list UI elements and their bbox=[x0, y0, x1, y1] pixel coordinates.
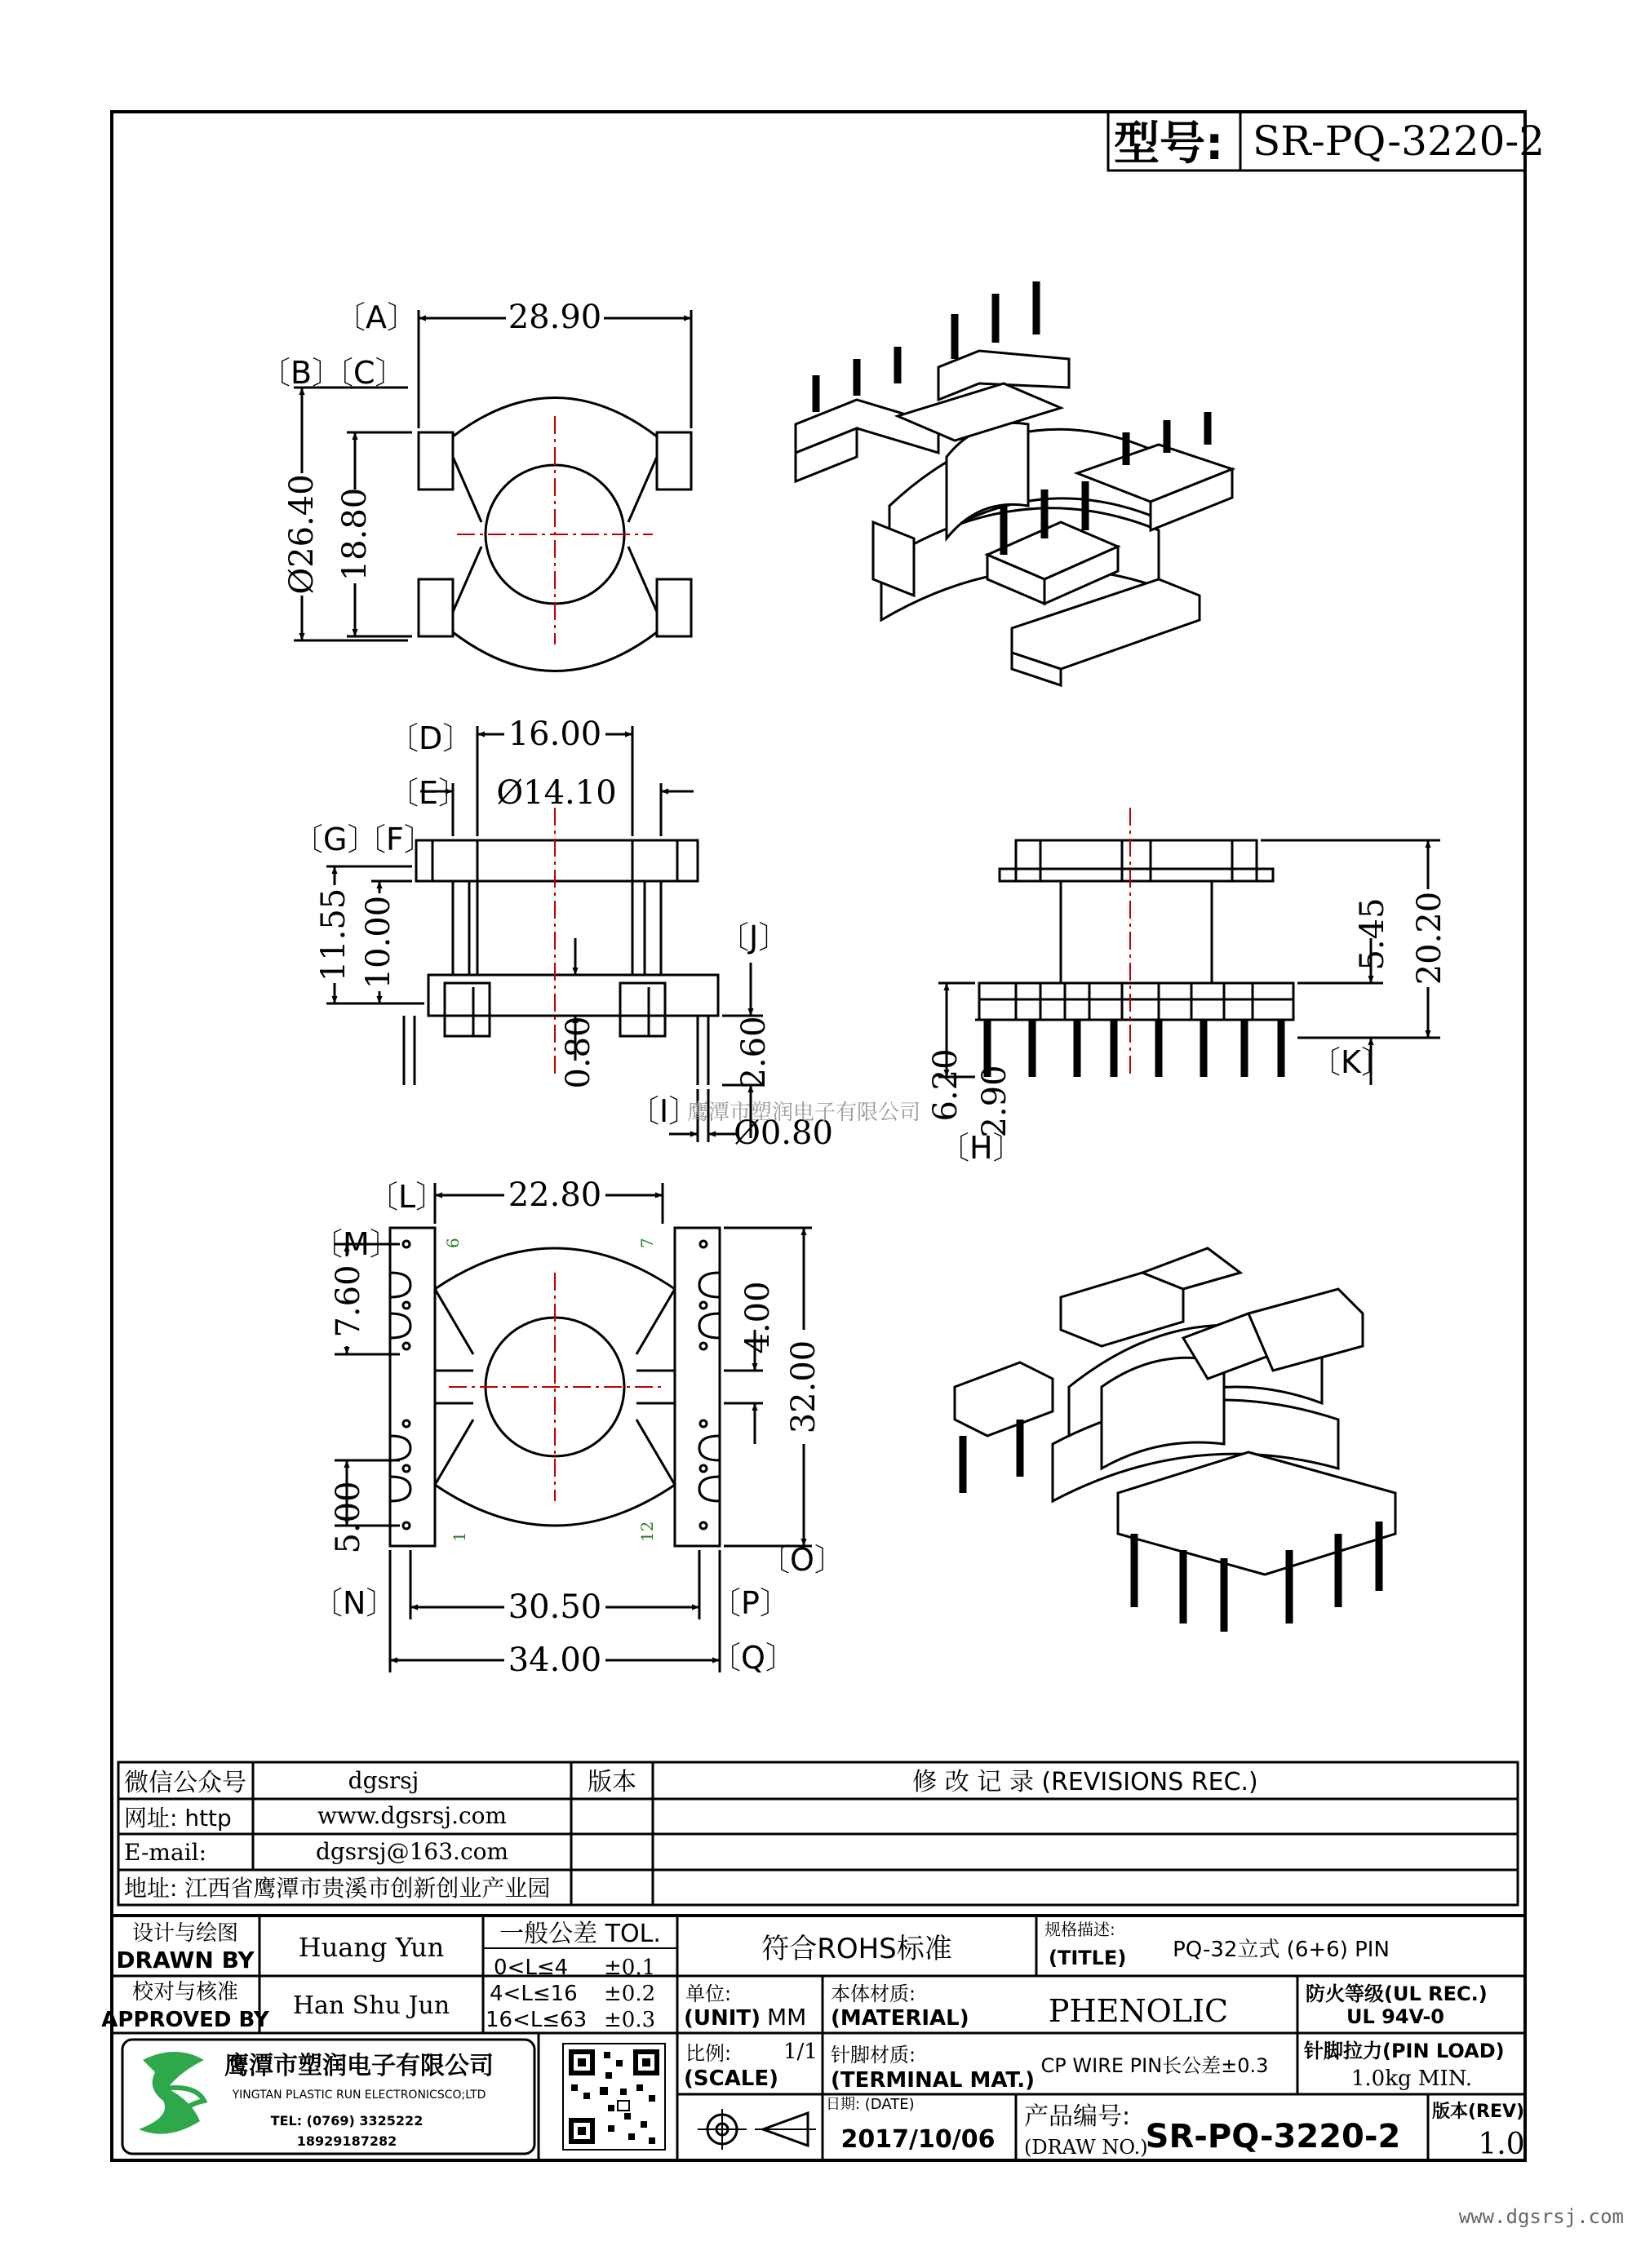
label-l: 〔L〕 bbox=[367, 1179, 447, 1215]
pinload-label: 针脚拉力(PIN LOAD) bbox=[1304, 2040, 1505, 2062]
address: 地址: 江西省鹰潭市贵溪市创新创业产业园 bbox=[124, 1875, 551, 1902]
date-value: 2017/10/06 bbox=[840, 2125, 996, 2154]
tol-range-2: 4<L≤16 bbox=[490, 1982, 578, 2006]
tol-title: 一般公差 TOL. bbox=[499, 1920, 661, 1948]
drawno-value: SR-PQ-3220-2 bbox=[1145, 2118, 1401, 2155]
label-e: 〔E〕 bbox=[388, 775, 470, 811]
dim-right-h1: 5.45 bbox=[1354, 897, 1391, 971]
dim-bot-top-w: 22.80 bbox=[508, 1176, 602, 1214]
material-label-en: (MATERIAL) bbox=[831, 2006, 969, 2031]
dim-right-pin2: 2.90 bbox=[976, 1065, 1013, 1138]
approver-label-cn: 校对与核准 bbox=[131, 1980, 239, 2004]
dim-top-inner: 18.80 bbox=[336, 487, 374, 582]
scale-label-en: (SCALE) bbox=[684, 2066, 779, 2091]
model-number: SR-PQ-3220-2 bbox=[1253, 117, 1546, 165]
rev-label: 版本(REV) bbox=[1432, 2102, 1525, 2122]
iso-view-bottom bbox=[955, 1248, 1395, 1632]
label-m: 〔M〕 bbox=[312, 1226, 401, 1262]
ul-value: UL 94V-0 bbox=[1346, 2005, 1445, 2028]
label-g: 〔G〕 bbox=[292, 822, 379, 857]
designer-label-cn: 设计与绘图 bbox=[131, 1921, 239, 1946]
web-label: 网址: http bbox=[124, 1805, 232, 1832]
unit-value: MM bbox=[767, 2004, 807, 2031]
spec-label-en: (TITLE) bbox=[1049, 1947, 1127, 1969]
dim-side-h1: 11.55 bbox=[315, 888, 353, 982]
label-o: 〔O〕 bbox=[759, 1542, 845, 1578]
label-i: 〔I〕 bbox=[628, 1093, 700, 1129]
tol-value-2: ±0.2 bbox=[604, 1982, 656, 2006]
date-label: 日期: (DATE) bbox=[826, 2096, 915, 2113]
pin-number-1: 1 bbox=[450, 1531, 469, 1542]
rohs-compliance: 符合ROHS标准 bbox=[761, 1933, 952, 1965]
model-label: 型号: bbox=[1114, 117, 1224, 171]
dim-side-h2: 10.00 bbox=[360, 895, 397, 990]
company-mobile: 18929187282 bbox=[296, 2133, 397, 2149]
dim-bot-row-w: 30.50 bbox=[508, 1588, 602, 1626]
drawno-label-en: (DRAW NO.) bbox=[1024, 2136, 1148, 2159]
label-b: 〔B〕 bbox=[259, 355, 344, 391]
email-value: dgsrsj@163.com bbox=[315, 1838, 509, 1865]
tol-range-3: 16<L≤63 bbox=[486, 2008, 588, 2032]
dim-side-pin-dia: Ø0.80 bbox=[734, 1114, 833, 1152]
label-n: 〔N〕 bbox=[312, 1585, 397, 1621]
label-h: 〔H〕 bbox=[938, 1130, 1024, 1166]
model-box bbox=[1108, 112, 1545, 171]
label-f: 〔F〕 bbox=[355, 822, 435, 857]
dim-side-pin-len: 2.60 bbox=[735, 1016, 773, 1089]
dim-right-pin1: 6.20 bbox=[927, 1048, 965, 1122]
qr-code-icon bbox=[563, 2044, 665, 2150]
designer-label-en: DRAWN BY bbox=[116, 1947, 255, 1973]
web-value: www.dgsrsj.com bbox=[317, 1802, 508, 1829]
scale-value: 1/1 bbox=[783, 2040, 818, 2064]
label-a: 〔A〕 bbox=[335, 299, 418, 335]
terminal-value: CP WIRE PIN长公差±0.3 bbox=[1040, 2054, 1269, 2077]
pinload-value: 1.0kg MIN. bbox=[1350, 2066, 1473, 2091]
company-tel: TEL: (0769) 3325222 bbox=[270, 2113, 424, 2128]
email-label: E-mail: bbox=[124, 1839, 207, 1866]
label-q: 〔Q〕 bbox=[710, 1640, 796, 1676]
label-c: 〔C〕 bbox=[322, 355, 406, 391]
label-j: 〔J〕 bbox=[718, 919, 790, 955]
revision-title: 修 改 记 录 (REVISIONS REC.) bbox=[912, 1768, 1258, 1796]
designer-name: Huang Yun bbox=[298, 1932, 445, 1963]
unit-label-en: (UNIT) bbox=[684, 2006, 761, 2031]
company-name-en: YINGTAN PLASTIC RUN ELECTRONICSCO;LTD bbox=[232, 2089, 486, 2102]
dim-side-flange: 0.80 bbox=[560, 1016, 597, 1089]
tol-value-1: ±0.1 bbox=[604, 1956, 656, 1980]
rev-value: 1.0 bbox=[1478, 2128, 1525, 2161]
iso-view-top bbox=[796, 281, 1232, 685]
drawno-label-cn: 产品编号: bbox=[1024, 2102, 1131, 2131]
spec-label-cn: 规格描述: bbox=[1044, 1920, 1115, 1939]
label-d: 〔D〕 bbox=[388, 720, 474, 756]
approver-label-en: APPROVED BY bbox=[101, 2008, 269, 2032]
dim-bot-pin-pitch: 5.00 bbox=[330, 1481, 367, 1554]
terminal-label-cn: 针脚材质: bbox=[831, 2044, 916, 2066]
dim-top-width: 28.90 bbox=[508, 299, 602, 336]
tol-value-3: ±0.3 bbox=[604, 2008, 656, 2032]
dim-bot-height: 32.00 bbox=[785, 1340, 823, 1434]
wechat-value: dgsrsj bbox=[348, 1767, 419, 1794]
dim-bot-pitch: 7.60 bbox=[330, 1265, 367, 1338]
dim-top-dia: Ø26.40 bbox=[283, 474, 321, 595]
watermark: 鹰潭市塑润电子有限公司 bbox=[686, 1101, 921, 1125]
approver-name: Han Shu Jun bbox=[292, 1991, 450, 2020]
material-value: PHENOLIC bbox=[1048, 1993, 1229, 2029]
scale-label-cn: 比例: bbox=[685, 2042, 732, 2065]
spec-value: PQ-32立式 (6+6) PIN bbox=[1173, 1938, 1390, 1962]
footer-url: www.dgsrsj.com bbox=[1458, 2205, 1624, 2228]
material-label-cn: 本体材质: bbox=[831, 1982, 916, 2005]
terminal-label-en: (TERMINAL MAT.) bbox=[831, 2068, 1035, 2093]
projection-symbol-icon bbox=[698, 2109, 816, 2150]
pin-number-6: 6 bbox=[443, 1238, 463, 1248]
label-k: 〔K〕 bbox=[1310, 1044, 1392, 1080]
pin-number-7: 7 bbox=[637, 1238, 657, 1248]
dim-bot-gap: 4.00 bbox=[739, 1281, 777, 1354]
ul-label: 防火等级(UL REC.) bbox=[1306, 1982, 1488, 2005]
wechat-label: 微信公众号 bbox=[124, 1769, 246, 1797]
dim-right-h2: 20.20 bbox=[1411, 891, 1448, 986]
dim-side-width: 16.00 bbox=[508, 715, 602, 753]
pin-number-12: 12 bbox=[637, 1521, 657, 1542]
revision-version-label: 版本 bbox=[588, 1768, 636, 1796]
company-name-cn: 鹰潭市塑润电子有限公司 bbox=[224, 2052, 494, 2080]
dim-side-dia: Ø14.10 bbox=[496, 774, 617, 812]
unit-label-cn: 单位: bbox=[685, 1982, 732, 2005]
label-p: 〔P〕 bbox=[710, 1585, 791, 1621]
tol-range-1: 0<L≤4 bbox=[494, 1956, 569, 1980]
dim-bot-total-w: 34.00 bbox=[508, 1641, 602, 1679]
